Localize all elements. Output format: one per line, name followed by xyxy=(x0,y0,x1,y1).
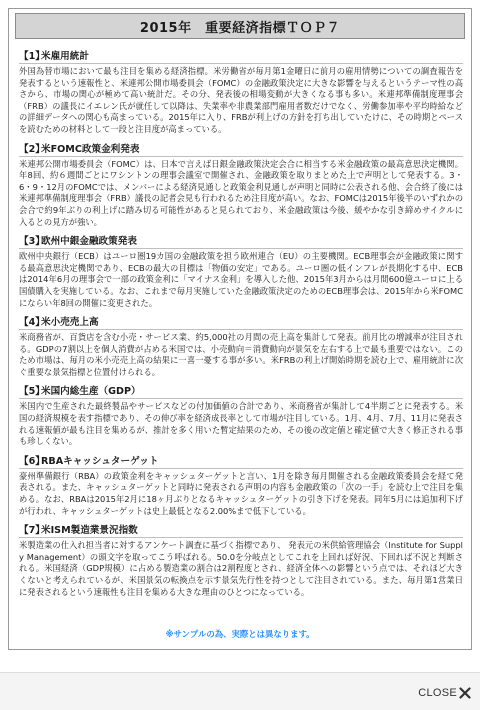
section-title: 米国内総生産（GDP） xyxy=(41,386,141,398)
section-number: 【5】 xyxy=(19,386,45,398)
section-number: 【6】 xyxy=(19,455,45,467)
section-2 xyxy=(19,142,463,229)
section-heading xyxy=(19,142,463,157)
section-title: 米FOMC政策金利発表 xyxy=(41,143,140,155)
section-1 xyxy=(19,49,463,136)
footer-bar xyxy=(0,672,480,710)
section-body: 欧州中央銀行（ECB）はユーロ圏19カ国の金融政策を担う欧州連合（EU）の主要機関。ECB理事会が金融政策に関する最高意思決定機関であり、ECBの最大の目標は「物価の安定」である。ユーロ圏の低インフレが長期化する中、ECBは2014年6月の理事会で一部の政策金利に「マイナス金利」を導入した他、2015年3月からは月間600億ユーロに上る国債購入を実施している。なお、これまで毎月実施していた金融政策決定のためのECB理事会は、2015年から米FOMCにならい年8回の開催に変更された。 xyxy=(19,251,463,308)
section-title: RBAキャッシュターゲット xyxy=(41,455,159,467)
close-icon xyxy=(459,687,471,699)
document-content xyxy=(19,49,463,604)
section-heading xyxy=(19,523,463,538)
section-6 xyxy=(19,454,463,517)
close-label: CLOSE xyxy=(418,687,457,699)
section-heading xyxy=(19,384,463,399)
section-3 xyxy=(19,234,463,309)
section-number: 【4】 xyxy=(19,317,45,329)
section-number: 【1】 xyxy=(19,51,45,62)
close-button[interactable] xyxy=(418,685,471,701)
section-body: 米連邦公開市場委員会（FOMC）は、日本で言えば日銀金融政策決定会合に相当する米金融政策の最高意思決定機関。年8回、約６週間ごとにワシントンの理事会議室で開催され、金融政策を取りまとめた上で声明として発表する。3・6・9・12月のFOMCでは、メンバーによる経済見通しと政策金利見通しが声明と同時に公表される他、会合終了後には米連邦準備制度理事会（FRB）議長の記者会見も行われるため注目度が高い。なお、FOMCは2015年後半のいずれかの会合で約9年ぶりの利上げに踏み切る可能性があると見られており、米金融政策は今後、緩やかな引き締めサイクルに入るとの見方が強い。 xyxy=(19,158,463,227)
section-body: 米商務省が、百貨店を含む小売・サービス業、約5,000社の月間の売上高を集計して発表。前月比の増減率が注目される。GDPの7割以上を個人消費が占める米国では、小売動向＝消費動向が景気を左右する上で最も重要ではない。このため市場は、毎月の米小売売上高の結果に一喜一憂する事が多い。米FRBの利上げ開始時期を読む上で、雇用統計に次ぐ重要な景気指標と位置付けられる。 xyxy=(19,332,463,377)
section-4 xyxy=(19,315,463,378)
document-title: 2015年 重要経済指標ＴＯＰ７ xyxy=(15,13,465,39)
section-heading xyxy=(19,454,463,469)
section-body: 豪州準備銀行（RBA）の政策金利をキャッシュターゲットと言い、1月を除き毎月開催される金融政策委員会を経て発表される。また、キャッシュターゲットと同時に発表される声明の内容も金融政策の「次の一手」を読む上で注目を集める。なお、RBAは2015年2月に18ヶ月ぶりとなるキャッシュターゲットの引き下げを発表。同年5月には追加利下げが行われ、キャッシュターゲットは史上最低となる2.00%まで低下している。 xyxy=(19,470,463,516)
section-title: 米小売売上高 xyxy=(41,317,99,329)
sample-note: ※サンプルの為、実際とは異なります。 xyxy=(165,629,315,639)
section-title: 米雇用統計 xyxy=(41,51,89,62)
section-title: 米ISM製造業景況指数 xyxy=(41,525,138,537)
section-heading xyxy=(19,49,463,64)
section-heading xyxy=(19,234,463,249)
section-5 xyxy=(19,384,463,447)
section-7 xyxy=(19,523,463,598)
document-frame xyxy=(8,8,472,650)
section-number: 【3】 xyxy=(19,236,45,248)
section-body: 米製造業の仕入れ担当者に対するアンケート調査に基づく指標であり、 発表元の米供給管理協会（Institute for Supply Management）の頭文字を取ってこう呼ばれる。50.0を分岐点としてこれを上回れば好況、下回れば不況と判断される。米国経済（GDP規模）に占める製造業の割合は2割程度とされ、経済全体への影響という点では、それほど大きくないと考えられているが、米国景気の転換点を示す景気先行性を持つとして注目されている。また、毎月第1営業日に発表されるという速報性も注目を集める大きな理由のひとつになっている。 xyxy=(19,540,463,597)
section-body: 外国為替市場において最も注目を集める経済指標。米労働省が毎月第1金曜日に前月の雇用情勢についての調査報告を発表するという速報性と、米連邦公開市場委員会（FOMC）の金融政策決定に大きな影響を与えるというテーマ性の高さから、市場の関心が極めて高い統計だ。その分、発表後の相場変動が大きくなる事も多い。米連邦準備制度理事会（FRB）の議長にイエレン氏が就任して以降は、失業率や非農業部門雇用者数だけでなく、労働参加率や平均時給などの詳細データへの関心も高まっている。2015年に入り、FRBが利上げの方針を打ち出していたけに、その時期とペースを読むための材料として一段と注目度が高まっている。 xyxy=(19,66,463,134)
section-heading xyxy=(19,315,463,330)
section-body: 米国内で生産された最終製品やサービスなどの付加価値の合計であり、米商務省が集計して4半期ごとに発表する。米国の経済規模を表す指標であり、その伸び率を経済成長率として市場が注目している。1月、4月、7月、11月に発表される速報値が最も注目を集めるが、推計を多く用いた暫定結果のため、その後の改定値と確定値で大きく修正される事も珍しくない。 xyxy=(19,401,463,447)
section-title: 欧州中銀金融政策発表 xyxy=(41,236,137,248)
section-number: 【7】 xyxy=(19,525,45,537)
section-number: 【2】 xyxy=(19,143,45,155)
